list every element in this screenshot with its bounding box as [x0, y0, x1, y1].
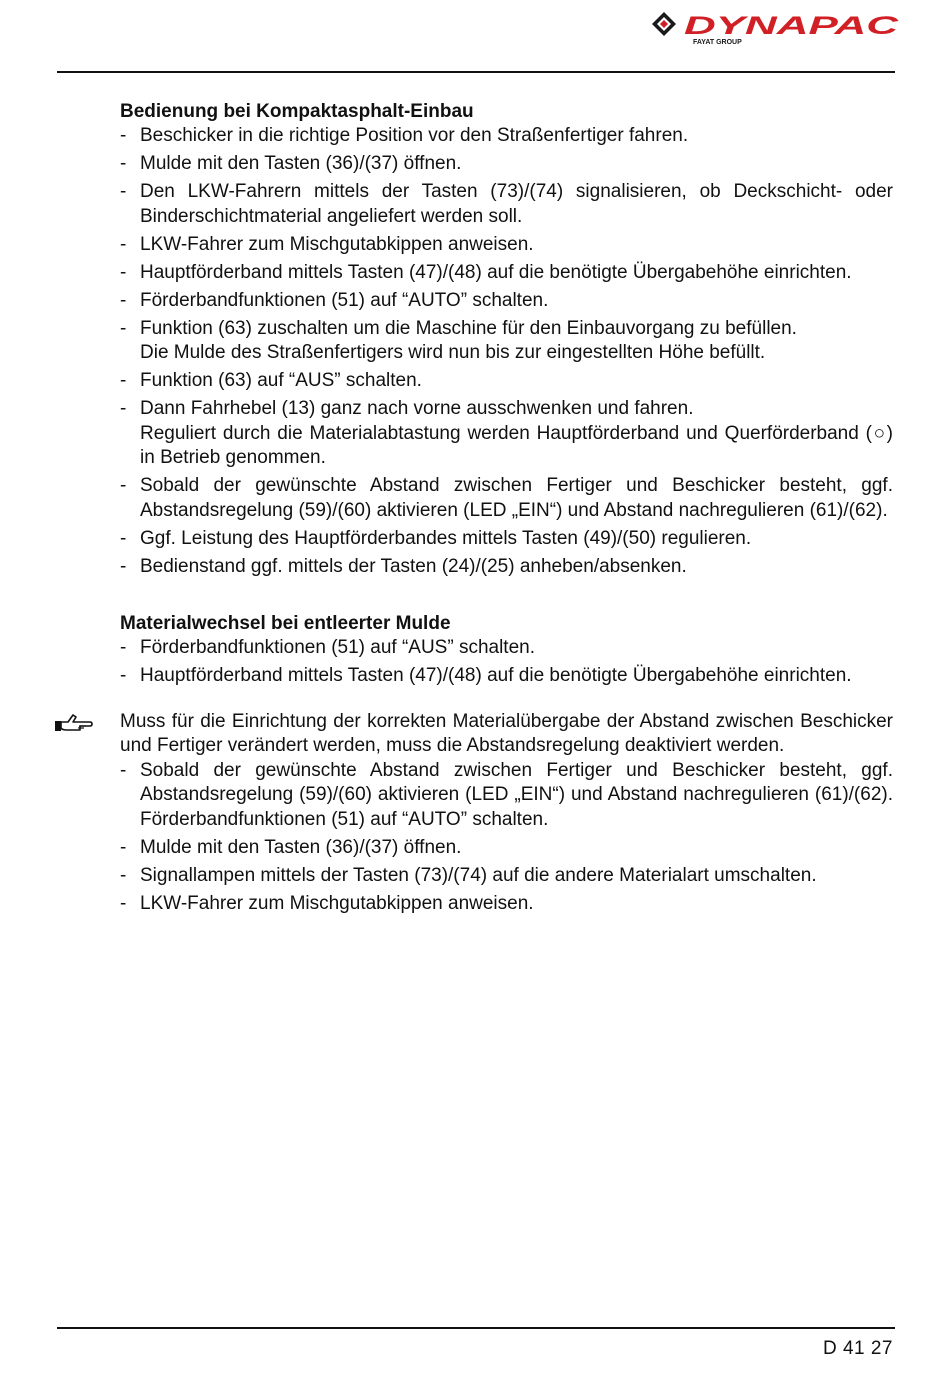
list-item-text: Reguliert durch die Materialabtastung werden Hauptförderband und Querförderband (○) in Betrieb genommen. — [140, 422, 893, 468]
list-item — [120, 124, 893, 149]
list-item — [120, 759, 893, 833]
list-item-text: - Mulde mit den Tasten (36)/(37) öffnen. — [140, 836, 462, 858]
dynapac-logo — [652, 10, 900, 46]
footer-rule — [57, 1327, 895, 1329]
list-item — [120, 289, 893, 314]
list-item-text: - Dann Fahrhebel (13) ganz nach vorne ausschwenken und fahren. — [140, 398, 694, 419]
list-item-text: - Hauptförderband mittels Tasten (47)/(48) auf die benötigte Übergabehöhe einrichten. — [140, 665, 852, 686]
list-item-text: - Ggf. Leistung des Hauptförderbandes mittels Tasten (49)/(50) regulieren. — [140, 527, 752, 549]
section-heading-compact-asphalt: Bedienung bei Kompaktasphalt-Einbau — [120, 101, 474, 122]
list-item-text: - LKW-Fahrer zum Mischgutabkippen anweisen. — [140, 233, 534, 255]
brand-name: DYNAPAC — [684, 12, 900, 40]
list-item-text: - Signallampen mittels der Tasten (73)/(74) auf die andere Materialart umschalten. — [140, 864, 817, 886]
sub-brand: FAYAT GROUP — [693, 39, 742, 46]
list-item-text: - Bedienstand ggf. mittels der Tasten (24)/(25) anheben/absenken. — [140, 555, 687, 577]
note-block — [120, 710, 893, 759]
list-item — [120, 261, 893, 286]
header-rule — [57, 71, 895, 73]
list-item-text: Die Mulde des Straßenfertigers wird nun bis zur eingestellten Höhe befüllt. — [140, 342, 766, 363]
list-item — [120, 397, 893, 471]
list-item — [120, 317, 893, 366]
list-item-text: - Förderbandfunktionen (51) auf “AUTO” schalten. — [140, 289, 549, 311]
list-item-text: - Förderbandfunktionen (51) auf “AUS” schalten. — [140, 637, 535, 658]
list-item-text: - Beschicker in die richtige Position vor den Straßenfertiger fahren. — [140, 125, 689, 146]
instruction-list — [120, 759, 893, 917]
list-item — [120, 180, 893, 229]
list-item-text: - Hauptförderband mittels Tasten (47)/(48) auf die benötigte Übergabehöhe einrichten. — [140, 261, 852, 283]
diamond-icon — [652, 12, 676, 36]
page-number: D 41 27 — [822, 1338, 893, 1359]
list-item — [120, 664, 893, 689]
list-item — [120, 555, 893, 580]
list-item — [120, 864, 893, 889]
list-item — [120, 527, 893, 552]
list-item — [120, 233, 893, 258]
list-item-text: - Funktion (63) auf “AUS” schalten. — [140, 370, 422, 391]
instruction-list — [120, 124, 893, 579]
section-heading-material-change: Materialwechsel bei entleerter Mulde — [120, 613, 451, 634]
list-item-text: - Sobald der gewünschte Abstand zwischen Fertiger und Beschicker besteht, ggf. Abstandsregelung (59)/(60) aktivieren (LED „EIN“) und Abstand nachregulieren (61)/(62). Förderbandfunktionen (51) auf “AUTO” schalten. — [140, 759, 893, 830]
list-item — [120, 836, 893, 861]
list-item-text: - Funktion (63) zuschalten um die Maschine für den Einbauvorgang zu befüllen. — [140, 317, 797, 339]
list-item-text: - Sobald der gewünschte Abstand zwischen Fertiger und Beschicker besteht, ggf. Abstandsregelung (59)/(60) aktivieren (LED „EIN“) und Abstand nachregulieren (61)/(62). — [140, 475, 893, 521]
list-item — [120, 892, 893, 917]
list-item — [120, 636, 893, 661]
note-text: Muss für die Einrichtung der korrekten Materialübergabe der Abstand zwischen Beschicker und Fertiger verändert werden, muss die Abstandsregelung deaktiviert werden. — [120, 710, 893, 756]
list-item-text: - LKW-Fahrer zum Mischgutabkippen anweisen. — [140, 892, 534, 914]
instruction-list — [120, 636, 893, 689]
list-item — [120, 474, 893, 523]
page-content — [120, 100, 893, 920]
list-item — [120, 369, 893, 394]
pointing-hand-icon — [54, 709, 94, 733]
list-item-text: - Den LKW-Fahrern mittels der Tasten (73)/(74) signalisieren, ob Deckschicht- oder Binderschichtmaterial angeliefert werden soll. — [140, 181, 893, 227]
list-item-text: - Mulde mit den Tasten (36)/(37) öffnen. — [140, 153, 462, 174]
list-item — [120, 152, 893, 177]
